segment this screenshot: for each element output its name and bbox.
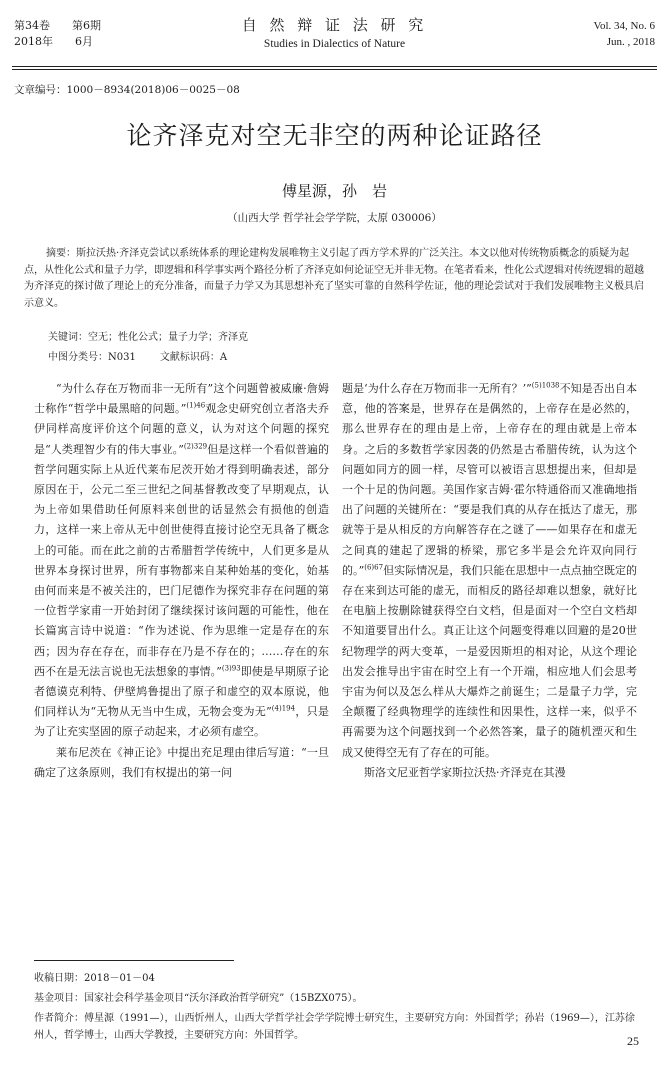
header-rule-thin xyxy=(12,69,657,70)
date-cn: 2018年 6月 xyxy=(14,35,93,48)
paragraph: 莱布尼茨在《神正论》中提出充足理由律后写道：“一旦确定了这条原则，我们有权提出的第一问 xyxy=(34,745,329,779)
body-column-left xyxy=(34,379,329,783)
citation: (6)67 xyxy=(364,563,384,572)
citation: (2)329 xyxy=(183,441,208,450)
citation: (1)46 xyxy=(186,401,206,410)
keywords: 关键词：空无；性化公式；量子力学；齐泽克 xyxy=(48,332,248,343)
document-code: 文献标识码：A xyxy=(159,352,228,363)
citation: (4)194 xyxy=(271,704,296,713)
footnote-rule xyxy=(34,960,234,961)
paragraph: “为什么存在万物而非一无所有”这个问题曾被威廉·詹姆士称作“哲学中最黑暗的问题。”$^{(1)46}$观念史研究创立者洛夫乔伊同样高度评价这个问题的意义，认为对这个问题的探究是“人类理智少有的伟大事业。”$^{(2)329}$但是这样一个看似普遍的哲学问题实际上从近代莱布尼茨开始才得到明确表述，部分原因在于，公元二至三世纪之间基督教改变了早期观点，认为上帝如果借助任何原料来创世的话显然会有损他的创造力，这样一来上帝从无中创世使得直接讨论空无具备了概念上的可能。而在此之前的古希腊哲学传统中，人们更多是从世界本身探讨世界，所有事物都来自某种始基的变化，始基由何而来是不被关注的，巴门尼德作为探究非存在问题的第一位哲学家甫一开始封闭了继续探讨该问题的可能性，他在长篇寓言诗中说道：“作为述说、作为思维一定是存在的东西；因为存在存在，而非存在乃是不存在的；……存在的东西不在是无法言说也无法想象的事情。”$^{(3)93}$即使是早期原子论者德谟克利特、伊壁鸠鲁提出了原子和虚空的双本原说，他们同样认为“无物从无当中生成，无物会变为无”$^{(4)194}$，只是为了让充实坚固的原子动起来，才必须有虚空。 xyxy=(34,382,330,739)
citation: (3)93 xyxy=(221,664,241,673)
footnote-fund: 基金项目：国家社会科学基金项目“沃尔泽政治哲学研究”（15BZX075）。 xyxy=(34,993,363,1004)
paragraph: 题是‘为什么存在万物而非一无所有？’”$^{(5)1038}$不知是否出自本意，他的答案是，世界存在是偶然的，上帝存在是必然的，那么世界存在的理由是上帝，上帝存在的理由就是上帝本身。之后的多数哲学家因袭的仍然是古希腊传统，认为这个问题如同方的圆一样，尽管可以被语言思想提出来，但却是一个十足的伪问题。美国作家吉姆·霍尔特通俗而又准确地指出了问题的关键所在：“要是我们真的从存在抵达了虚无，那就等于是从相反的方向解答存在之谜了——如果存在和虚无之间真的建起了逻辑的桥梁，那它多半是会允许双向同行的。”$^{(6)67}$但实际情况是，我们只能在思想中一点点抽空既定的存在来到达可能的虚无，而相反的路径却难以想象，就好比在电脑上按删除键获得空白文档，但是面对一个空白文档却不知道要冒出什么。真正让这个问题变得难以回避的是20世纪物理学的两大变革，一是爱因斯坦的相对论，从这个理论出发会推导出宇宙在时空上有一个开端，相应地人们会思考宇宙为何以及怎么样从大爆炸之前诞生；二是量子力学，完全颠覆了经典物理学的连续性和因果性，这样一来，似乎不再需要为这个问题找到一个必然答案，量子的随机湮灭和生成又使得空无有了存在的可能。 xyxy=(342,381,638,759)
header-center xyxy=(0,14,669,52)
article-number: 文章编号：1000－8934(2018)06－0025－08 xyxy=(14,84,240,96)
footnote-author-bio: 作者简介：傅星源（1991—），山西忻州人，山西大学哲学社会学学院博士研究生，主要研究方向：外国哲学；孙岩（1969—），江苏徐州人，哲学博士，山西大学教授，主要研究方向：外国哲学。 xyxy=(34,1013,635,1041)
date-en: Jun. , 2018 xyxy=(606,36,655,48)
footnote-received: 收稿日期：2018－01－04 xyxy=(34,973,155,984)
body-column-right xyxy=(342,379,637,783)
journal-title-en: Studies in Dialectics of Nature xyxy=(263,38,406,50)
abstract-text: 摘要：斯拉沃热·齐泽克尝试以系统体系的理论建构发展唯物主义引起了西方学术界的广泛关注。本文以他对传统物质概念的质疑为起点，从性化公式和量子力学，即逻辑和科学事实两个路径分析了齐泽克如何论证空无并非无物。在笔者看来，性化公式逻辑对传统逻辑的超越为齐泽克的探讨做了理论上的充分准备，而量子力学又为其思想补充了坚实可靠的自然科学佐证，他的理论尝试对于我们发展唯物主义极具启示意义。 xyxy=(24,248,644,309)
volume-issue-en: Vol. 34, No. 6 xyxy=(593,20,655,32)
citation: (5)1038 xyxy=(531,381,560,390)
running-header xyxy=(0,0,669,66)
article-title: 论齐泽克对空无非空的两种论证路径 xyxy=(126,121,543,150)
header-rule-thick xyxy=(12,66,657,67)
clc-number: 中图分类号：N031 xyxy=(48,352,136,363)
page-number: 25 xyxy=(627,1034,639,1048)
classification-line xyxy=(48,348,227,363)
paragraph: 斯洛文尼亚哲学家斯拉沃热·齐泽克在其漫 xyxy=(364,765,566,779)
authors: 傅星源，孙 岩 xyxy=(281,182,387,200)
affiliation: （山西大学 哲学社会学学院，太原 030006） xyxy=(227,212,442,224)
journal-title-cn: 自 然 辩 证 法 研 究 xyxy=(241,16,428,34)
abstract xyxy=(24,246,646,312)
header-right xyxy=(593,18,655,50)
volume-issue-cn: 第34卷 第6期 xyxy=(14,19,101,32)
